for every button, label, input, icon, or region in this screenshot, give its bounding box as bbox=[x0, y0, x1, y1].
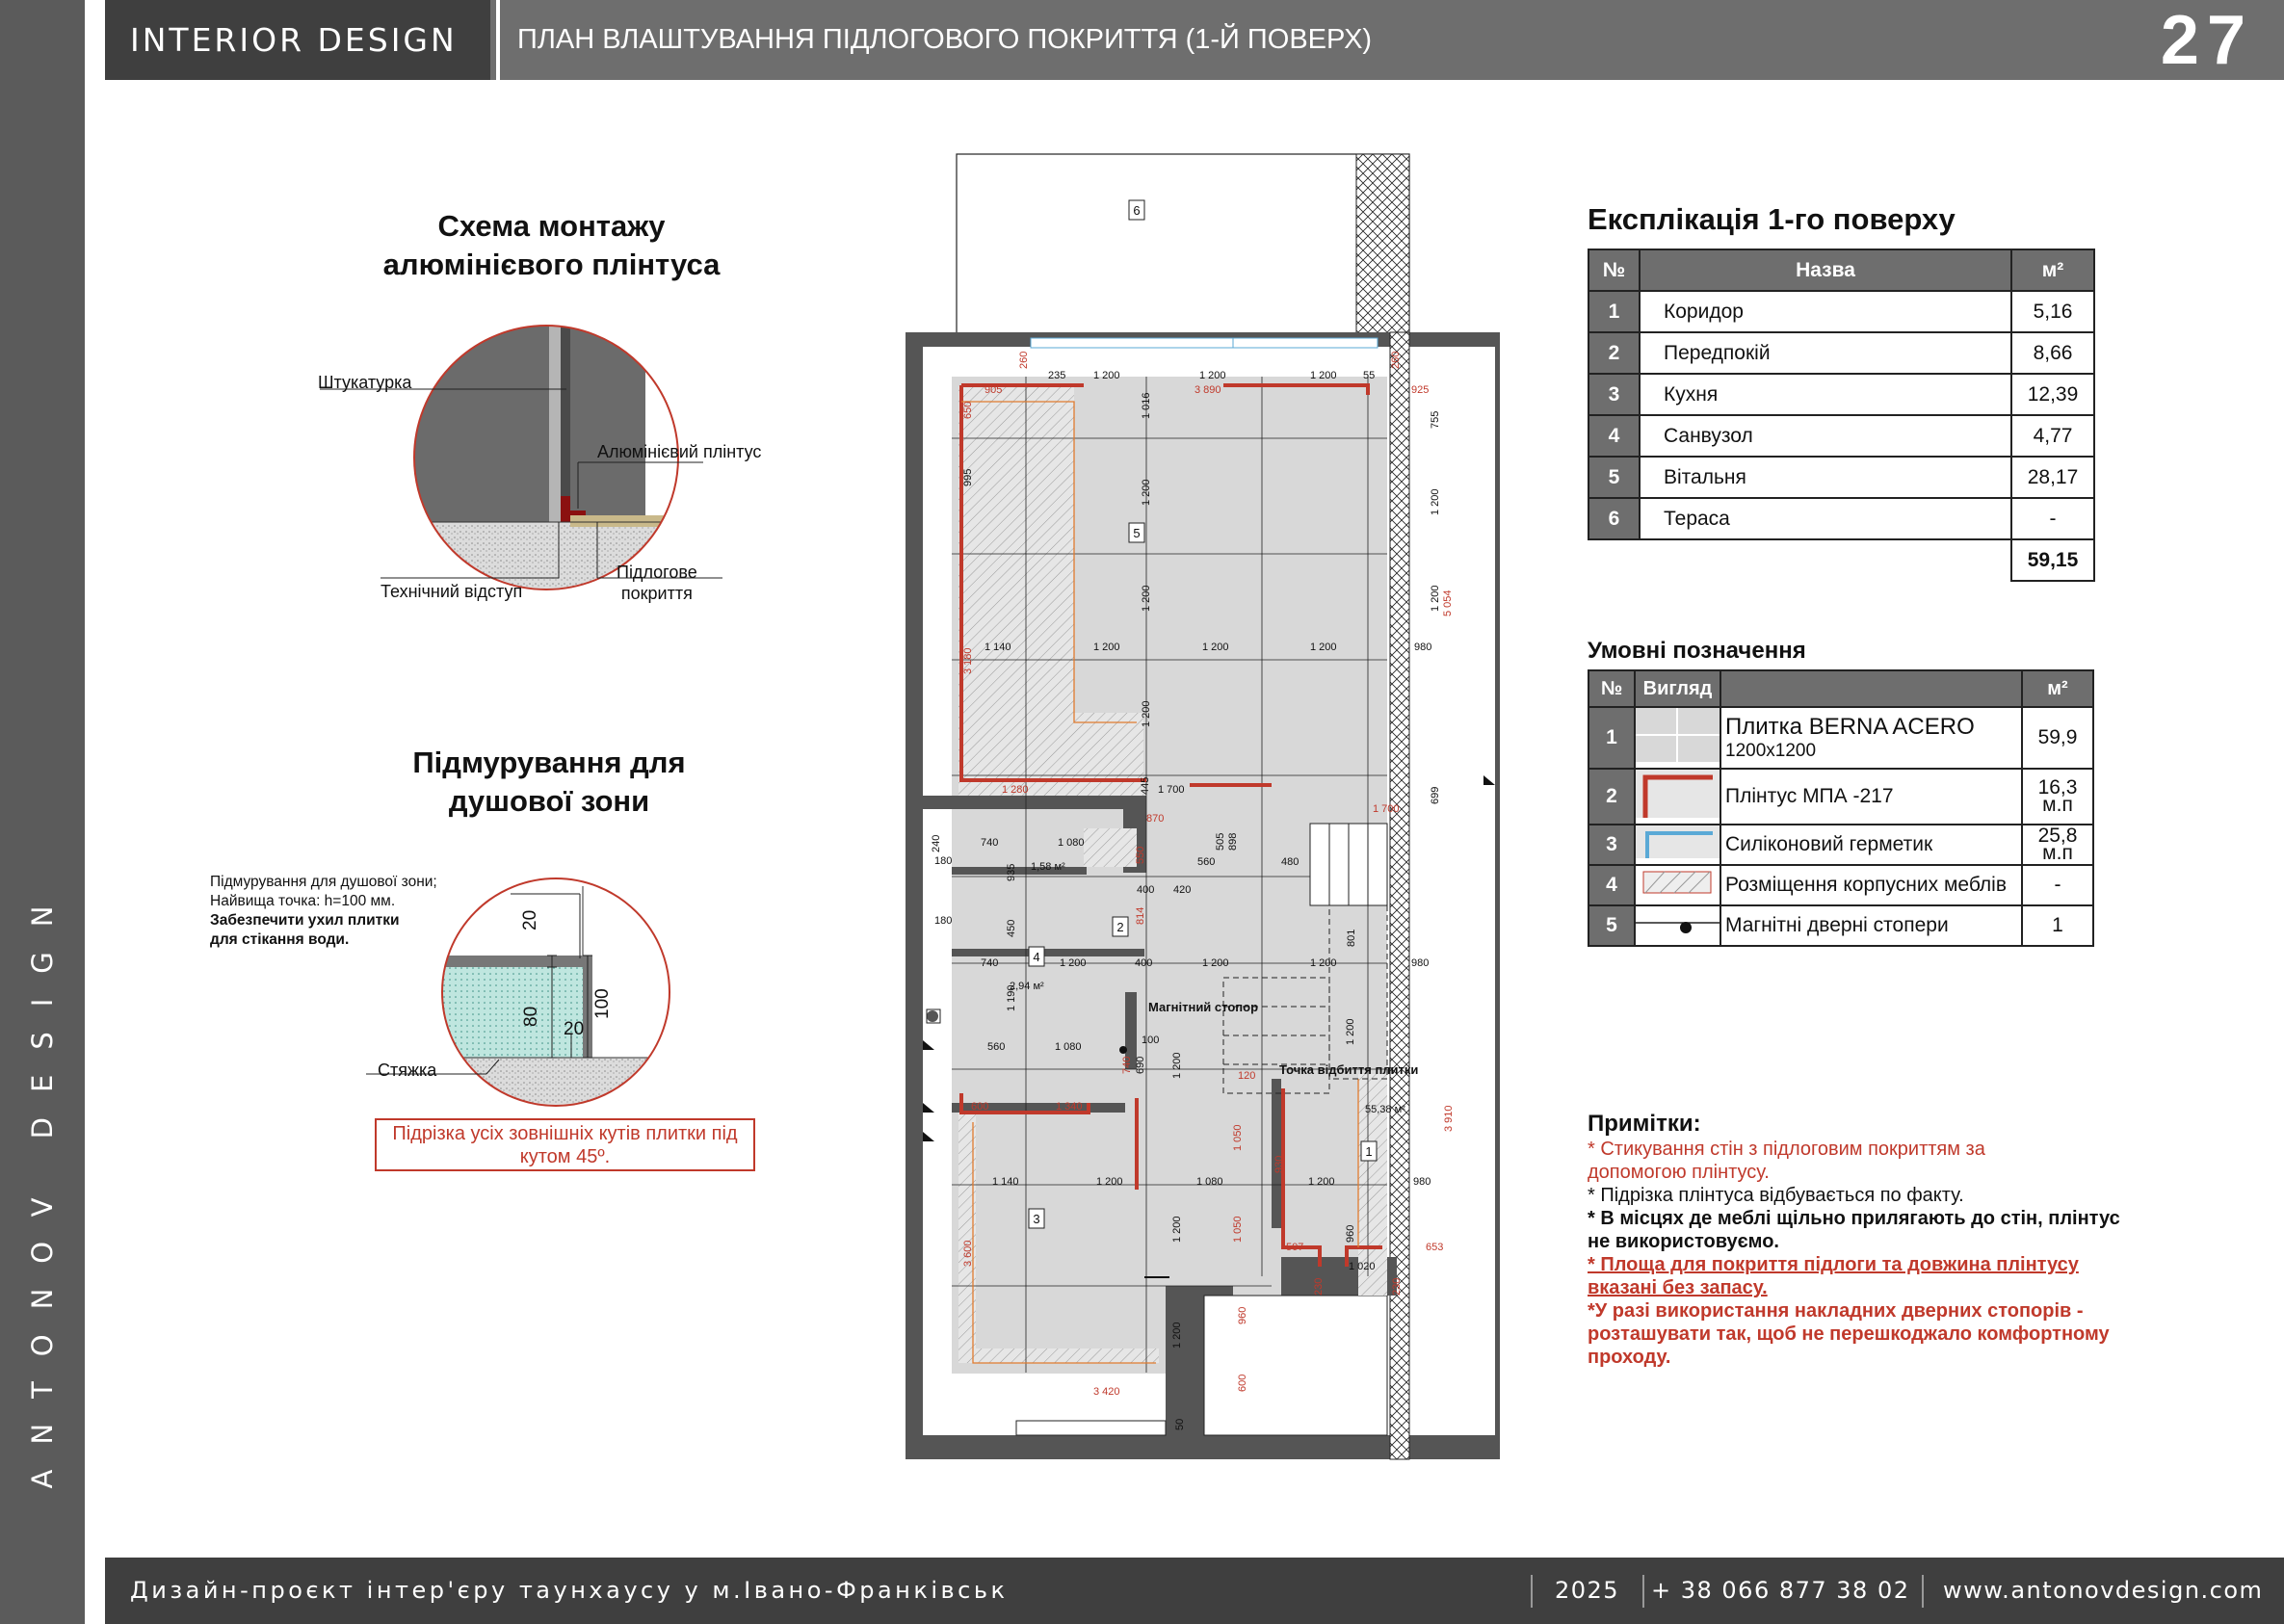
legend-row bbox=[1588, 707, 2093, 769]
floor-covering-label-line2: покриття bbox=[620, 584, 693, 603]
dim-1140: 1 140 bbox=[984, 642, 1011, 653]
explication-row bbox=[1588, 374, 2094, 415]
explication-header-no: № bbox=[1588, 249, 1640, 291]
dim-480: 480 bbox=[1281, 856, 1300, 868]
side-brand-text: ANTONOV DESIGN bbox=[26, 880, 59, 1489]
explication-row-name: Санвузол bbox=[1640, 415, 2011, 457]
dim-755: 755 bbox=[1430, 410, 1441, 429]
explication-row-area: - bbox=[2011, 498, 2094, 539]
room-tag-4-text: 4 bbox=[1033, 950, 1040, 964]
dim-699: 699 bbox=[1430, 786, 1441, 804]
explication-header-name: Назва bbox=[1640, 249, 2011, 291]
dim-1140-b: 1 140 bbox=[992, 1176, 1019, 1188]
dim-100: 100 bbox=[1142, 1035, 1160, 1046]
dim-240: 240 bbox=[931, 834, 942, 852]
dim-980-c: 980 bbox=[1413, 1176, 1431, 1188]
chamfer-note-line2: кутом 45º. bbox=[519, 1146, 611, 1167]
dim-kitchen-1200-m: 1 200 bbox=[1171, 1216, 1183, 1243]
dim-1050-b: 1 050 bbox=[1232, 1216, 1244, 1243]
dim-980-b: 980 bbox=[1411, 957, 1430, 969]
legend-header-look: Вигляд bbox=[1635, 670, 1720, 707]
dim-row2-1200-b: 1 200 bbox=[1202, 642, 1229, 653]
shower-note-line1: Підмурування для душової зони; bbox=[210, 874, 437, 890]
dim-905: 905 bbox=[984, 384, 1003, 396]
plinth-scheme-title-line2: алюмінієвого плінтуса bbox=[382, 248, 721, 281]
dim-740-c: 740 bbox=[1121, 1056, 1133, 1074]
dim-3890: 3 890 bbox=[1195, 384, 1221, 396]
dim-20-top: 20 bbox=[520, 909, 540, 930]
legend-row-value-sub: м.п bbox=[2042, 842, 2073, 864]
notes-title: Примітки: bbox=[1588, 1111, 1701, 1137]
explication-table bbox=[1588, 249, 2095, 582]
technical-gap-label: Технічний відступ bbox=[381, 582, 523, 601]
dim-55: 55 bbox=[1363, 370, 1376, 381]
dim-120: 120 bbox=[1238, 1070, 1256, 1082]
legend-row-no: 5 bbox=[1588, 905, 1635, 946]
dim-lower-1200-f: 1 200 bbox=[1060, 957, 1087, 969]
dim-650: 650 bbox=[962, 401, 974, 419]
dim-row2-1200-a: 1 200 bbox=[1093, 642, 1120, 653]
explication-row-name: Коридор bbox=[1640, 291, 2011, 332]
legend-header-no: № bbox=[1588, 670, 1635, 707]
plinth-swatch-icon bbox=[1635, 769, 1720, 825]
footer-divider bbox=[1642, 1575, 1644, 1608]
dim-445: 445 bbox=[1140, 776, 1151, 795]
dim-560-b: 560 bbox=[987, 1041, 1006, 1053]
explication-row bbox=[1588, 291, 2094, 332]
tile-start-callout: Точка відбиття плитки bbox=[1279, 1062, 1419, 1077]
dim-v-1200-e: 1 200 bbox=[1430, 585, 1441, 612]
page-number: 27 bbox=[2160, 2, 2253, 79]
dim-260-b: 260 bbox=[1390, 351, 1402, 369]
explication-row bbox=[1588, 498, 2094, 539]
legend-row-no: 4 bbox=[1588, 865, 1635, 905]
dim-180-a: 180 bbox=[934, 855, 953, 867]
room-tag-1-text: 1 bbox=[1365, 1144, 1373, 1159]
dim-50: 50 bbox=[1174, 1418, 1186, 1430]
chamfer-note bbox=[375, 1118, 755, 1171]
dim-1080-b: 1 080 bbox=[1055, 1041, 1082, 1053]
dim-1280: 1 280 bbox=[1002, 784, 1029, 796]
explication-row bbox=[1588, 457, 2094, 498]
legend-row bbox=[1588, 769, 2093, 825]
explication-row-name: Вітальня bbox=[1640, 457, 2011, 498]
explication-row-area: 12,39 bbox=[2011, 374, 2094, 415]
floor-covering-label bbox=[617, 562, 697, 604]
legend-row-value bbox=[2022, 769, 2093, 825]
room-tag-3-text: 3 bbox=[1033, 1212, 1040, 1226]
area-label-3: 55,38 м² bbox=[1365, 1104, 1405, 1115]
dim-row2-980: 980 bbox=[1414, 642, 1432, 653]
dim-row2-1200-c: 1 200 bbox=[1310, 642, 1337, 653]
dim-1080-a: 1 080 bbox=[1058, 837, 1085, 849]
floor-plan bbox=[906, 149, 1508, 1469]
dim-400-b: 400 bbox=[1135, 957, 1153, 969]
dim-690: 690 bbox=[1135, 1056, 1146, 1074]
legend-row-desc: Силіконовий герметик bbox=[1720, 825, 2022, 865]
note-4-line1: * Площа для покриття підлоги та довжина плінтусу bbox=[1588, 1254, 2079, 1275]
room-tag-2-text: 2 bbox=[1116, 920, 1124, 934]
legend-header-unit: м² bbox=[2022, 670, 2093, 707]
legend-table bbox=[1588, 669, 2094, 947]
dim-260-a: 260 bbox=[1018, 351, 1030, 369]
dim-5054: 5 054 bbox=[1442, 589, 1454, 616]
explication-total: 59,15 bbox=[2011, 539, 2094, 581]
dim-740-b: 740 bbox=[981, 957, 999, 969]
dim-505: 505 bbox=[1215, 832, 1226, 851]
explication-row bbox=[1588, 332, 2094, 374]
legend-row-desc-main: Плитка BERNA ACERO bbox=[1725, 714, 1975, 740]
footer-divider bbox=[1531, 1575, 1533, 1608]
dim-v-1200-c: 1 200 bbox=[1141, 700, 1152, 727]
explication-row-area: 28,17 bbox=[2011, 457, 2094, 498]
explication-row-name: Кухня bbox=[1640, 374, 2011, 415]
explication-title: Експлікація 1-го поверху bbox=[1588, 202, 1956, 236]
explication-row-no: 6 bbox=[1588, 498, 1640, 539]
note-3-line2: не використовуємо. bbox=[1588, 1231, 1779, 1252]
dim-1190: 1 190 bbox=[1006, 984, 1017, 1011]
dim-898: 898 bbox=[1227, 832, 1239, 851]
furniture-swatch-icon bbox=[1635, 865, 1720, 905]
dim-lower-1200-g: 1 200 bbox=[1202, 957, 1229, 969]
dim-lower-1200-i: 1 200 bbox=[1171, 1052, 1183, 1079]
plaster-label: Штукатурка bbox=[318, 373, 412, 392]
dim-kitchen-1200-l: 1 200 bbox=[1308, 1176, 1335, 1188]
legend-row-value-main: 59,9 bbox=[2037, 726, 2078, 748]
legend-row-value-main: 16,3 bbox=[2037, 776, 2078, 799]
explication-row-no: 2 bbox=[1588, 332, 1640, 374]
explication-row-area: 4,77 bbox=[2011, 415, 2094, 457]
dim-450: 450 bbox=[1006, 919, 1017, 937]
note-1-line2: допомогою плінтусу. bbox=[1588, 1162, 1770, 1183]
plinth-scheme-title-line1: Схема монтажу bbox=[437, 209, 666, 243]
legend-row-value-sub: м.п bbox=[2042, 794, 2073, 816]
shower-scheme-title-line2: душової зони bbox=[448, 784, 650, 818]
page-header bbox=[105, 0, 2284, 80]
dim-1080-c: 1 080 bbox=[1196, 1176, 1223, 1188]
dim-420: 420 bbox=[1173, 884, 1192, 896]
dim-top-1200-a: 1 200 bbox=[1093, 370, 1120, 381]
tile-swatch-icon bbox=[1635, 707, 1720, 769]
room-tag-6-text: 6 bbox=[1133, 203, 1141, 218]
dim-top-1200-b: 1 200 bbox=[1199, 370, 1226, 381]
room-tag-5-text: 5 bbox=[1133, 526, 1141, 540]
note-3-line1: * В місцях де меблі щільно прилягають до стін, плінтус bbox=[1588, 1208, 2120, 1229]
area-label-2: 2,94 м² bbox=[1010, 981, 1044, 992]
footer-website: www.antonovdesign.com bbox=[1943, 1577, 2264, 1604]
note-5-line1: *У разі використання накладних дверних стопорів - bbox=[1588, 1300, 2084, 1322]
dim-740-a: 740 bbox=[981, 837, 999, 849]
dim-600-b: 600 bbox=[1237, 1374, 1248, 1392]
dim-1050-a: 1 050 bbox=[1232, 1124, 1244, 1151]
notes-block bbox=[1588, 1113, 2185, 1369]
legend-row-value: - bbox=[2022, 865, 2093, 905]
dim-935: 935 bbox=[1006, 863, 1017, 881]
explication-row bbox=[1588, 415, 2094, 457]
note-4-line2: вказані без запасу. bbox=[1588, 1277, 1768, 1298]
dim-230-a: 230 bbox=[1313, 1277, 1325, 1296]
legend-row-desc: Розміщення корпусних меблів bbox=[1720, 865, 2022, 905]
note-5-line3: проходу. bbox=[1588, 1347, 1671, 1368]
explication-row-no: 4 bbox=[1588, 415, 1640, 457]
dim-801: 801 bbox=[1346, 929, 1357, 947]
header-brand: INTERIOR DESIGN bbox=[105, 0, 490, 80]
dim-925: 925 bbox=[1411, 384, 1430, 396]
plinth-scheme-title bbox=[308, 207, 795, 284]
legend-row-desc bbox=[1720, 707, 2022, 769]
explication-row-area: 5,16 bbox=[2011, 291, 2094, 332]
legend-row-value bbox=[2022, 707, 2093, 769]
dim-550: 550 bbox=[1135, 846, 1146, 864]
explication-row-no: 1 bbox=[1588, 291, 1640, 332]
dim-230-b: 230 bbox=[1391, 1277, 1403, 1296]
legend-header-row bbox=[1588, 670, 2093, 707]
dim-814: 814 bbox=[1135, 906, 1146, 925]
dim-600-a: 600 bbox=[971, 1101, 989, 1113]
dim-3180: 3 180 bbox=[962, 647, 974, 674]
dim-1340: 1 340 bbox=[1056, 1101, 1083, 1113]
shower-scheme-title bbox=[385, 744, 713, 821]
dim-3910: 3 910 bbox=[1443, 1105, 1455, 1132]
dim-930: 930 bbox=[1273, 1155, 1285, 1173]
note-1-line1: * Стикування стін з підлоговим покриттям за bbox=[1588, 1139, 1985, 1160]
explication-header-area: м² bbox=[2011, 249, 2094, 291]
legend-row-no: 3 bbox=[1588, 825, 1635, 865]
legend-row-value-main: 25,8 bbox=[2037, 825, 2078, 847]
dim-3600: 3 600 bbox=[962, 1240, 974, 1267]
side-brand-band bbox=[0, 0, 85, 1624]
dim-960-b: 960 bbox=[1237, 1306, 1248, 1324]
dim-lower-1200-h: 1 200 bbox=[1310, 957, 1337, 969]
dim-560: 560 bbox=[1197, 856, 1216, 868]
footer-year: 2025 bbox=[1555, 1577, 1620, 1604]
dim-100: 100 bbox=[592, 988, 613, 1019]
dim-1700-b: 1 700 bbox=[1373, 803, 1400, 815]
page-title: ПЛАН ВЛАШТУВАННЯ ПІДЛОГОВОГО ПОКРИТТЯ (1-Й ПОВЕРХ) bbox=[517, 24, 1373, 55]
dim-v-1200-a: 1 200 bbox=[1141, 479, 1152, 506]
legend-header-desc bbox=[1720, 670, 2022, 707]
explication-row-name: Тераса bbox=[1640, 498, 2011, 539]
explication-row-area: 8,66 bbox=[2011, 332, 2094, 374]
legend-row bbox=[1588, 865, 2093, 905]
floor-covering-label-line1: Підлогове bbox=[617, 563, 697, 582]
footer-divider bbox=[1922, 1575, 1924, 1608]
footer-phone: + 38 066 877 38 02 bbox=[1651, 1577, 1910, 1604]
explication-total-row bbox=[1588, 539, 2094, 581]
screed-label: Стяжка bbox=[378, 1061, 437, 1080]
shower-note-line3: Забезпечити ухил плитки bbox=[210, 912, 400, 929]
dim-top-1200-c: 1 200 bbox=[1310, 370, 1337, 381]
dim-507: 507 bbox=[1286, 1242, 1304, 1253]
legend-row bbox=[1588, 905, 2093, 946]
explication-row-name: Передпокій bbox=[1640, 332, 2011, 374]
legend-row-desc: Магнітні дверні стопери bbox=[1720, 905, 2022, 946]
shower-scheme-title-line1: Підмурування для bbox=[412, 746, 686, 779]
legend-row-desc: Плінтус МПА -217 bbox=[1720, 769, 2022, 825]
legend-row-desc-sub: 1200x1200 bbox=[1725, 741, 1817, 761]
explication-row-no: 3 bbox=[1588, 374, 1640, 415]
dim-lower-1200-j: 1 200 bbox=[1345, 1018, 1356, 1045]
dim-kitchen-1200-k: 1 200 bbox=[1096, 1176, 1123, 1188]
dim-80: 80 bbox=[521, 1006, 541, 1027]
dim-kitchen-1200-n: 1 200 bbox=[1171, 1322, 1183, 1349]
dim-3420: 3 420 bbox=[1093, 1386, 1120, 1398]
stopper-callout: Магнітний стопор bbox=[1148, 1000, 1259, 1014]
explication-total-spacer bbox=[1588, 539, 2011, 581]
legend-row-no: 2 bbox=[1588, 769, 1635, 825]
door-stopper-icon bbox=[1635, 905, 1720, 946]
dim-v-1200-b: 1 200 bbox=[1141, 585, 1152, 612]
dim-870: 870 bbox=[1146, 813, 1165, 825]
shower-note-line2: Найвища точка: h=100 мм. bbox=[210, 893, 396, 909]
legend-row bbox=[1588, 825, 2093, 865]
chamfer-note-line1: Підрізка усіх зовнішніх кутів плитки під bbox=[392, 1123, 738, 1144]
dim-1020: 1 020 bbox=[1349, 1261, 1376, 1272]
dim-1016: 1 016 bbox=[1141, 392, 1152, 419]
dim-400-a: 400 bbox=[1137, 884, 1155, 896]
dim-653: 653 bbox=[1426, 1242, 1444, 1253]
note-2: * Підрізка плінтуса відбувається по факту. bbox=[1588, 1185, 1964, 1206]
dim-995: 995 bbox=[962, 468, 974, 486]
sealant-swatch-icon bbox=[1635, 825, 1720, 865]
legend-row-value: 1 bbox=[2022, 905, 2093, 946]
dim-20-bottom: 20 bbox=[564, 1019, 585, 1039]
legend-title: Умовні позначення bbox=[1588, 638, 1806, 664]
note-5-line2: розташувати так, щоб не перешкоджало комфортному bbox=[1588, 1323, 2110, 1345]
explication-row-no: 5 bbox=[1588, 457, 1640, 498]
area-label-1: 1,58 м² bbox=[1031, 861, 1065, 873]
dim-180-b: 180 bbox=[934, 915, 953, 927]
legend-row-value bbox=[2022, 825, 2093, 865]
dim-960-a: 960 bbox=[1345, 1224, 1356, 1243]
aluminum-plinth-label: Алюмінієвий плінтус bbox=[597, 442, 762, 461]
dim-235: 235 bbox=[1048, 370, 1066, 381]
legend-row-no: 1 bbox=[1588, 707, 1635, 769]
page-footer bbox=[105, 1558, 2284, 1624]
dim-1700-a: 1 700 bbox=[1158, 784, 1185, 796]
dim-v-1200-d: 1 200 bbox=[1430, 488, 1441, 515]
shower-note-line4: для стікання води. bbox=[210, 931, 350, 948]
explication-header-row bbox=[1588, 249, 2094, 291]
footer-project: Дизайн-проєкт інтер'єру таунхаусу у м.Івано-Франківськ bbox=[130, 1577, 1009, 1604]
